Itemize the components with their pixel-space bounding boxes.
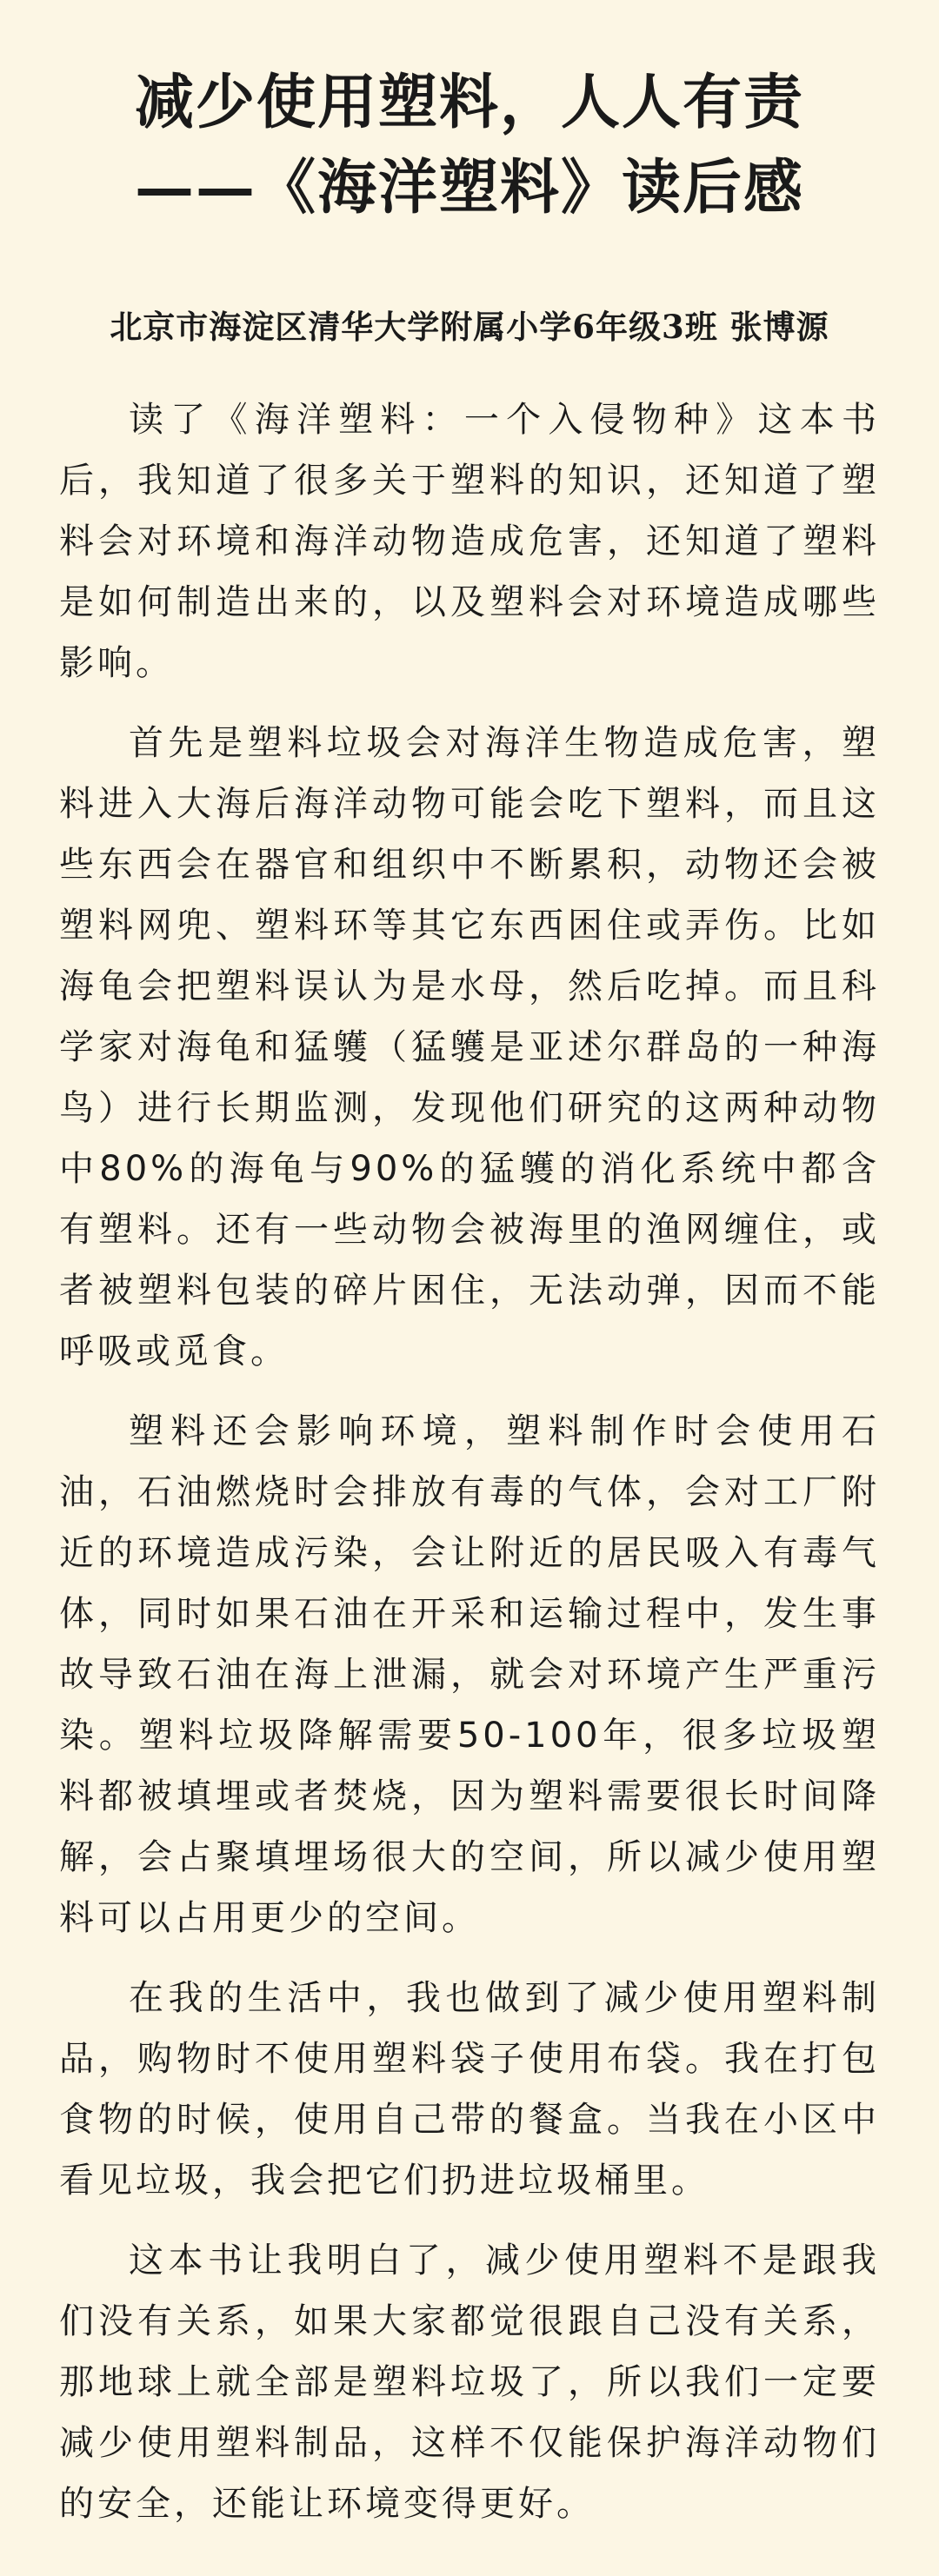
paragraph-marine-harm: 首先是塑料垃圾会对海洋生物造成危害，塑料进入大海后海洋动物可能会吃下塑料，而且这些东西会在器官和组织中不断累积，动物还会被塑料网兜、塑料环等其它东西困住或弄伤。比如海龟会把塑料误认为是水母，然后吃掉。而且科学家对海龟和猛鹱（猛鹱是亚述尔群岛的一种海鸟）进行长期监测，发现他们研究的这两种动物中80%的海龟与90%的猛鹱的消化系统中都含有塑料。还有一些动物会被海里的渔网缠住，或者被塑料包装的碎片困住，无法动弹，因而不能呼吸或觅食。 <box>59 723 880 1371</box>
paragraph-personal-actions: 在我的生活中，我也做到了减少使用塑料制品，购物时不使用塑料袋子使用布袋。我在打包食物的时候，使用自己带的餐盒。当我在小区中看见垃圾，我会把它们扔进垃圾桶里。 <box>59 1978 880 2201</box>
article-body <box>59 389 880 2534</box>
paragraph-conclusion: 这本书让我明白了，减少使用塑料不是跟我们没有关系，如果大家都觉很跟自己没有关系，那地球上就全部是塑料垃圾了，所以我们一定要减少使用塑料制品，这样不仅能保护海洋动物们的安全，还能让环境变得更好。 <box>59 2241 880 2524</box>
author-byline: 北京市海淀区清华大学附属小学6年级3班 张博源 <box>110 308 829 346</box>
paragraph-environment: 塑料还会影响环境，塑料制作时会使用石油，石油燃烧时会排放有毒的气体，会对工厂附近的环境造成污染，会让附近的居民吸入有毒气体，同时如果石油在开采和运输过程中，发生事故导致石油在海上泄漏，就会对环境产生严重污染。塑料垃圾降解需要50-100年，很多垃圾塑料都被填埋或者焚烧，因为塑料需要很长时间降解，会占聚填埋场很大的空间，所以减少使用塑料可以占用更少的空间。 <box>59 1411 880 1938</box>
article-subtitle: ——《海洋塑料》读后感 <box>134 153 804 222</box>
article-title: 减少使用塑料，人人有责 <box>134 68 804 137</box>
paragraph-intro: 读了《海洋塑料：一个入侵物种》这本书后，我知道了很多关于塑料的知识，还知道了塑料会对环境和海洋动物造成危害，还知道了塑料是如何制造出来的，以及塑料会对环境造成哪些影响。 <box>59 400 880 683</box>
